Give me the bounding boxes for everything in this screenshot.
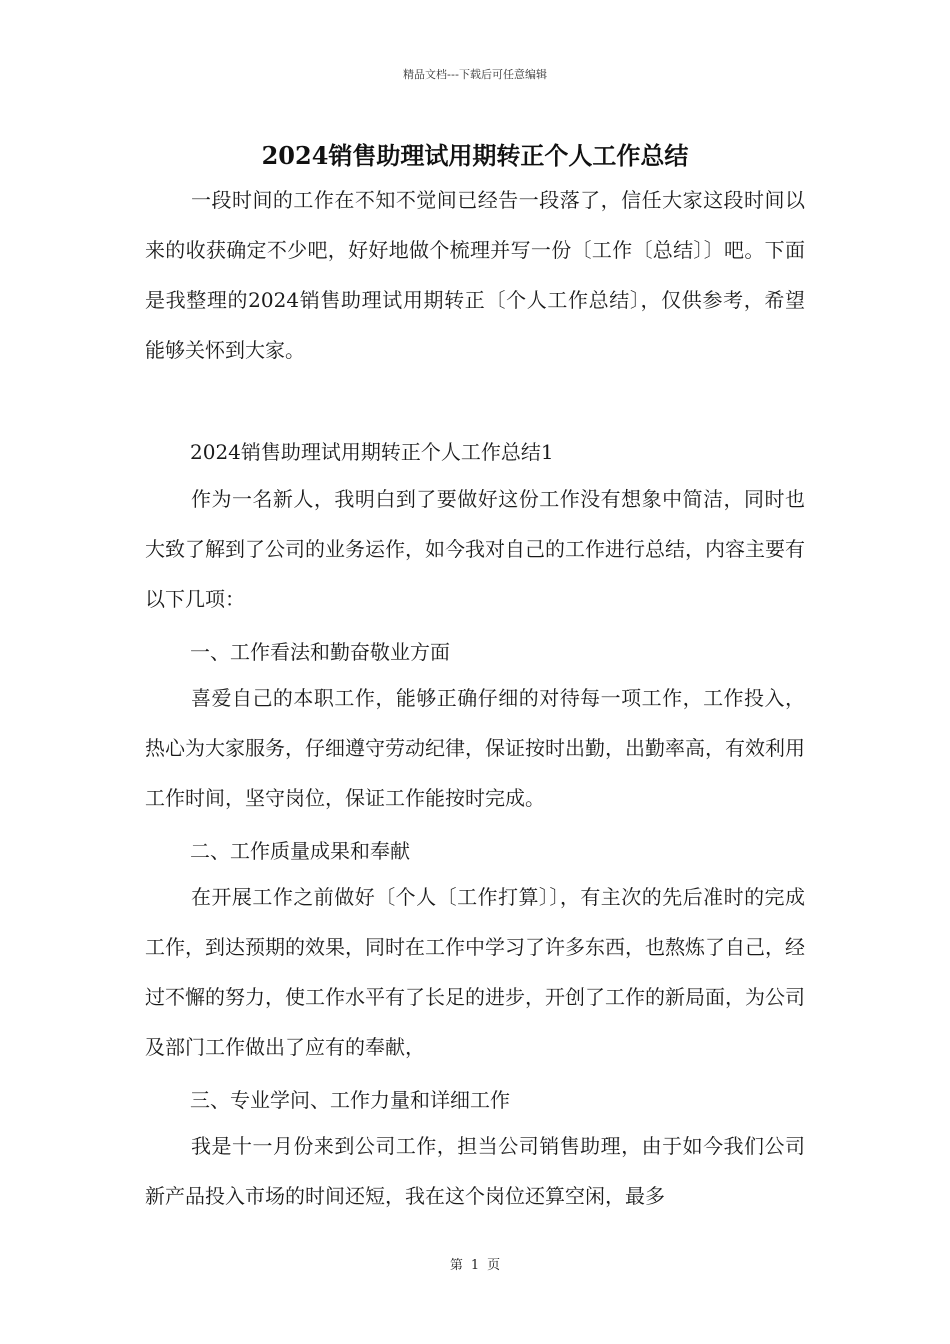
section-1-heading: 一、工作看法和勤奋敬业方面: [190, 640, 450, 664]
page-prefix: 第: [449, 1258, 463, 1273]
page-number-value: 1: [470, 1258, 480, 1273]
section-2-heading: 二、工作质量成果和奉献: [190, 839, 410, 863]
section-3-heading: 三、专业学问、工作力量和详细工作: [190, 1088, 510, 1112]
paragraph-1: 作为一名新人，我明白到了要做好这份工作没有想象中简洁，同时也大致了解到了公司的业务运作，如今我对自己的工作进行总结，内容主要有以下几项：: [145, 487, 805, 611]
header-note: 精品文档---下载后可任意编辑: [403, 68, 547, 81]
section-3-paragraph: 我是十一月份来到公司工作，担当公司销售助理，由于如今我们公司新产品投入市场的时间还短，我在这个岗位还算空闲，最多: [145, 1134, 805, 1208]
document-title: 2024销售助理试用期转正个人工作总结: [261, 141, 689, 170]
article-subtitle: 2024销售助理试用期转正个人工作总结1: [190, 440, 554, 464]
page-number: [0, 1254, 950, 1273]
intro-paragraph: 一段时间的工作在不知不觉间已经告一段落了，信任大家这段时间以来的收获确定不少吧，好好地做个梳理并写一份〔工作〔总结〕〕吧。下面是我整理的2024销售助理试用期转正〔个人工作总结〕，仅供参考，希望能够关怀到大家。: [145, 188, 805, 362]
section-2-paragraph: 在开展工作之前做好〔个人〔工作打算〕〕，有主次的先后准时的完成工作，到达预期的效果，同时在工作中学习了许多东西，也熬炼了自己，经过不懈的努力，使工作水平有了长足的进步，开创了工作的新局面，为公司及部门工作做出了应有的奉献，: [145, 885, 805, 1059]
section-1-paragraph: 喜爱自己的本职工作，能够正确仔细的对待每一项工作，工作投入，热心为大家服务，仔细遵守劳动纪律，保证按时出勤，出勤率高，有效利用工作时间，坚守岗位，保证工作能按时完成。: [145, 686, 805, 810]
page-suffix: 页: [487, 1258, 501, 1273]
